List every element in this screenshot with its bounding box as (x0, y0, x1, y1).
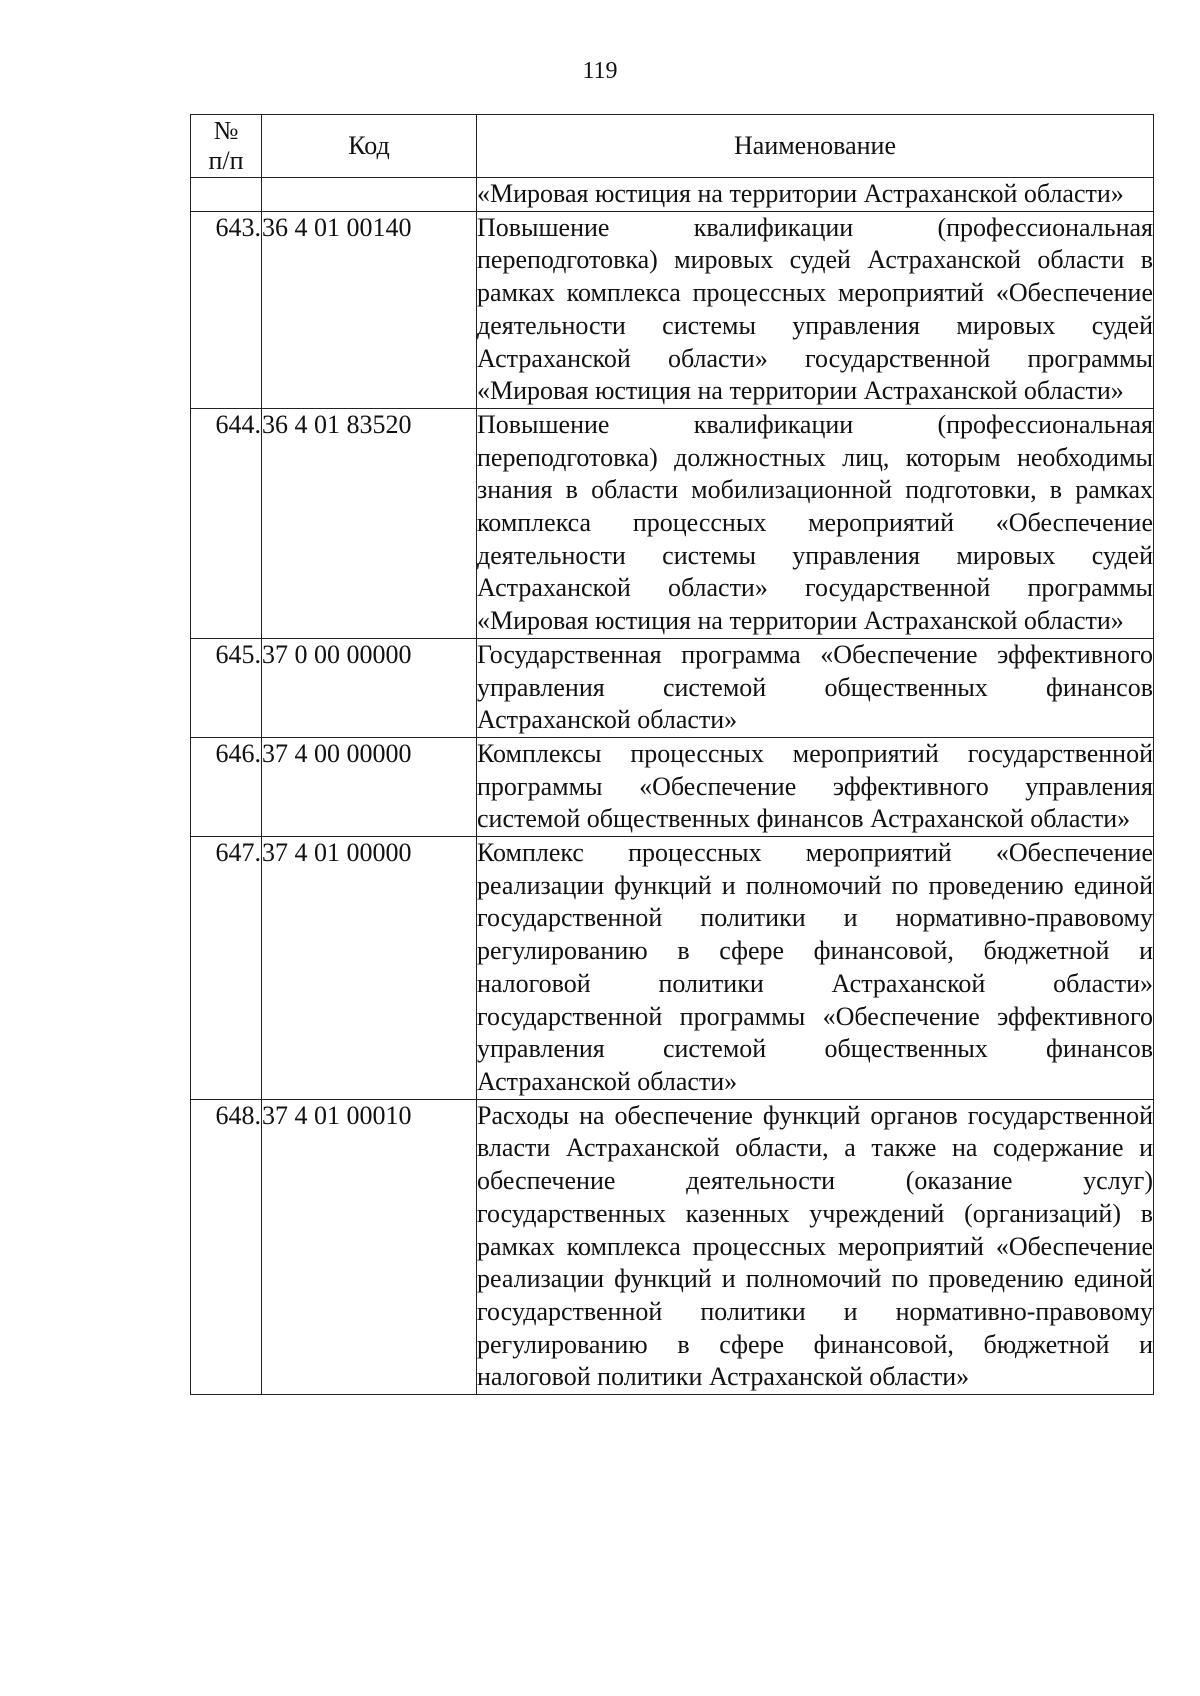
header-code: Код (262, 115, 477, 178)
row-name: Повышение квалификации (профессиональная переподготовка) мировых судей Астраханской области в рамках комплекса процессных мероприятий «Обеспечение деятельности системы управления мировых судей Астраханской области» государственной программы «Мировая юстиция на территории Астраханской области» (477, 211, 1154, 408)
row-name: Комплексы процессных мероприятий государственной программы «Обеспечение эффективного управления системой общественных финансов Астраханской области» (477, 737, 1154, 836)
table-row (191, 408, 1154, 638)
table-row (191, 211, 1154, 408)
page-number: 119 (582, 58, 618, 84)
table-header-row (191, 115, 1154, 178)
row-name: Повышение квалификации (профессиональная переподготовка) должностных лиц, которым необходимы знания в области мобилизационной подготовки, в рамках комплекса процессных мероприятий «Обеспечение деятельности системы управления мировых судей Астраханской области» государственной программы «Мировая юстиция на территории Астраханской области» (477, 408, 1154, 638)
row-code: 37 4 00 00000 (262, 737, 477, 836)
row-number (191, 178, 262, 212)
header-number (191, 115, 262, 178)
row-code: 36 4 01 83520 (262, 408, 477, 638)
row-number: 648. (191, 1099, 262, 1394)
row-number: 647. (191, 837, 262, 1100)
budget-classification-table (190, 114, 1154, 1395)
row-code: 37 4 01 00010 (262, 1099, 477, 1394)
table-row (191, 178, 1154, 212)
row-name: Комплекс процессных мероприятий «Обеспечение реализации функций и полномочий по проведению единой государственной политики и нормативно-правовому регулированию в сфере финансовой, бюджетной и налоговой политики Астраханской области» государственной программы «Обеспечение эффективного управления системой общественных финансов Астраханской области» (477, 837, 1154, 1100)
table-row (191, 837, 1154, 1100)
row-number: 644. (191, 408, 262, 638)
row-number: 643. (191, 211, 262, 408)
row-code: 37 0 00 00000 (262, 638, 477, 737)
table-row (191, 1099, 1154, 1394)
row-code: 36 4 01 00140 (262, 211, 477, 408)
row-code (262, 178, 477, 212)
header-number-abbr: п/п (208, 146, 244, 175)
header-name: Наименование (477, 115, 1154, 178)
row-name: Расходы на обеспечение функций органов государственной власти Астраханской области, а также на содержание и обеспечение деятельности (оказание услуг) государственных казенных учреждений (организаций) в рамках комплекса процессных мероприятий «Обеспечение реализации функций и полномочий по проведению единой государственной политики и нормативно-правовому регулированию в сфере финансовой, бюджетной и налоговой политики Астраханской области» (477, 1099, 1154, 1394)
row-name: Государственная программа «Обеспечение эффективного управления системой общественных финансов Астраханской области» (477, 638, 1154, 737)
row-name: «Мировая юстиция на территории Астраханской области» (477, 178, 1154, 212)
header-number-symbol: № (213, 116, 239, 145)
row-number: 645. (191, 638, 262, 737)
row-code: 37 4 01 00000 (262, 837, 477, 1100)
table-row (191, 737, 1154, 836)
row-number: 646. (191, 737, 262, 836)
table-row (191, 638, 1154, 737)
